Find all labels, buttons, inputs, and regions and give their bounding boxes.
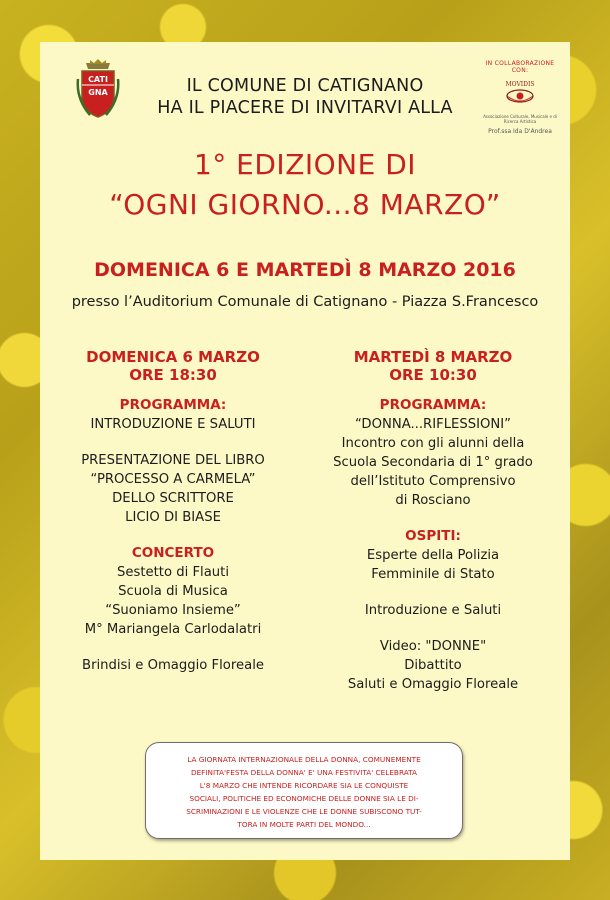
note-line: LA GIORNATA INTERNAZIONALE DELLA DONNA, COMUNEMENTE <box>187 755 421 764</box>
crest-text-top: CATI <box>88 75 108 84</box>
header-line-1: IL COMUNE DI CATIGNANO <box>186 76 424 96</box>
left-program-label: PROGRAMMA: <box>119 397 227 413</box>
header-line-2: HA IL PIACERE DI INVITARVI ALLA <box>157 98 453 118</box>
right-program-line: Scuola Secondaria di 1° grado <box>333 455 533 470</box>
left-book-line: LICIO DI BIASE <box>125 510 221 525</box>
left-book-line: PRESENTAZIONE DEL LIBRO <box>81 453 265 468</box>
left-concert-line: “Suoniamo Insieme” <box>105 603 241 618</box>
title-line-2: “OGNI GIORNO...8 MARZO” <box>109 188 501 221</box>
right-video-line: Video: "DONNE" <box>379 639 487 654</box>
right-day: MARTEDÌ 8 MARZO <box>353 348 513 366</box>
left-program-item: INTRODUZIONE E SALUTI <box>90 417 256 432</box>
left-time: ORE 18:30 <box>129 366 217 384</box>
event-dates: DOMENICA 6 E MARTEDÌ 8 MARZO 2016 <box>94 259 516 281</box>
left-book-line: “PROCESSO A CARMELA” <box>90 472 256 487</box>
movidis-logo-icon <box>497 78 543 108</box>
poster-panel <box>40 42 570 860</box>
right-column-tuesday <box>308 348 558 694</box>
collaboration-label: IN COLLABORAZIONE CON: <box>485 60 555 74</box>
right-program-line: Incontro con gli alunni della <box>341 436 525 451</box>
womens-day-note-box <box>145 742 463 839</box>
movidis-logo-text: MOVIDIS <box>505 81 535 88</box>
note-line: SCRIMINAZIONI E LE VIOLENZE CHE LE DONNE SUBISCONO TUT- <box>186 807 422 816</box>
right-video-line: Dibattito <box>404 658 462 673</box>
event-venue: presso l’Auditorium Comunale di Catignano - Piazza S.Francesco <box>71 294 539 310</box>
left-closing: Brindisi e Omaggio Floreale <box>82 658 264 673</box>
right-guests-line: Esperte della Polizia <box>366 548 500 563</box>
collaboration-block <box>478 60 562 135</box>
collaboration-person: Prof.ssa Ida D'Andrea <box>488 128 552 135</box>
note-line: TORA IN MOLTE PARTI DEL MONDO... <box>237 820 371 829</box>
right-program-line: dell’Istituto Comprensivo <box>350 474 516 489</box>
crest-text-bottom: GNA <box>88 88 108 97</box>
right-guests-line: Femminile di Stato <box>371 567 495 582</box>
right-time: ORE 10:30 <box>389 366 477 384</box>
right-guests-label: OSPITI: <box>405 528 461 544</box>
right-program-line: “DONNA...RIFLESSIONI” <box>355 417 511 432</box>
left-book-line: DELLO SCRITTORE <box>112 491 234 506</box>
note-line: L'8 MARZO CHE INTENDE RICORDARE SIA LE CONQUISTE <box>199 781 409 790</box>
right-video-line: Saluti e Omaggio Floreale <box>347 677 519 692</box>
left-column-sunday <box>48 348 298 675</box>
right-program-label: PROGRAMMA: <box>379 397 487 413</box>
note-line: SOCIALI, POLITICHE ED ECONOMICHE DELLE DONNE SIA LE DI- <box>189 794 419 803</box>
left-concert-line: Sestetto di Flauti <box>117 565 229 580</box>
note-line: DEFINITA'FESTA DELLA DONNA' E' UNA FESTIVITA' CELEBRATA <box>190 768 418 777</box>
title-line-1: 1° EDIZIONE DI <box>193 148 417 181</box>
collaboration-association: Associazione Culturale, Musicale e di Ricerca Artistica <box>483 114 557 124</box>
right-intro: Introduzione e Saluti <box>364 603 502 618</box>
right-program-line: di Rosciano <box>395 493 471 508</box>
left-concert-line: Scuola di Musica <box>118 584 228 599</box>
left-concert-label: CONCERTO <box>131 545 215 561</box>
left-concert-line: M° Mariangela Carlodalatri <box>84 622 262 637</box>
left-day: DOMENICA 6 MARZO <box>86 348 260 366</box>
